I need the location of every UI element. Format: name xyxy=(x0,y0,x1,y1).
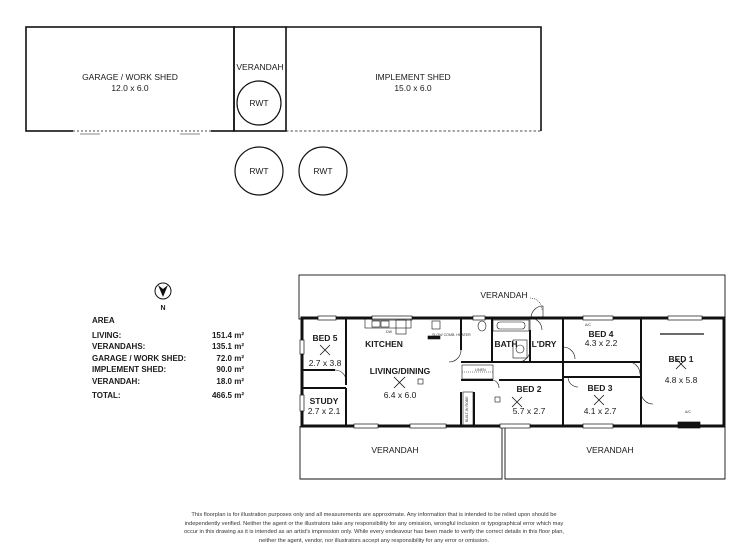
area-row xyxy=(92,353,244,365)
area-row xyxy=(92,364,244,376)
linen-label: LINEN xyxy=(475,368,486,372)
kitchen-fixtures xyxy=(365,319,440,339)
area-row-value: 90.0 m² xyxy=(216,365,244,375)
rwt-label: RWT xyxy=(313,166,333,176)
garage-name: GARAGE / WORK SHED xyxy=(82,72,178,82)
area-row xyxy=(92,341,244,353)
area-row-value: 135.1 m² xyxy=(211,342,244,352)
room-bed2-dims: 5.7 x 2.7 xyxy=(512,406,546,416)
area-row-label: VERANDAH: xyxy=(92,376,140,386)
house xyxy=(299,275,725,479)
area-row xyxy=(92,330,244,342)
area-row-value: 72.0 m² xyxy=(216,353,244,363)
room-bed1-dims: 4.8 x 5.8 xyxy=(664,375,698,385)
room-living-name: LIVING/DINING xyxy=(369,366,431,376)
verandah-top-label: VERANDAH xyxy=(480,290,528,300)
implement-shed-dims: 15.0 x 6.0 xyxy=(394,83,432,93)
implement-shed-name: IMPLEMENT SHED xyxy=(375,72,451,82)
room-bed1-name: BED 1 xyxy=(668,354,694,364)
area-total-row xyxy=(92,390,244,402)
smoke-detector-icon xyxy=(418,379,423,384)
verandah-bottom-right-label: VERANDAH xyxy=(586,445,634,455)
area-row-label: LIVING: xyxy=(92,330,122,340)
rwt-label: RWT xyxy=(249,98,269,108)
north-label: N xyxy=(160,305,166,312)
disclaimer-text: This floorplan is for illustration purposes only and all measurements are approximate. Any information that is intended to be relied upon should be independently verified. Neither the agent or the illustrators take any responsibility for any omission, wrongful inclusion or typographical error which may occur in this drawing as it is intended as an artist's impression only. While every endeavour has been made to verify the correct details in this floor plan, neither the agent, vendor, nor illustrators accept any responsibility for any error or omission. xyxy=(183,512,565,544)
north-arrow xyxy=(155,283,171,312)
area-schedule xyxy=(92,315,244,401)
room-ldry-name: L'DRY xyxy=(531,339,557,349)
dw-label: DW xyxy=(386,330,392,334)
room-bed4-dims: 4.3 x 2.2 xyxy=(584,338,618,348)
room-kitchen-name: KITCHEN xyxy=(365,339,403,349)
room-bed5-name: BED 5 xyxy=(312,333,338,343)
rwt-label: RWT xyxy=(249,166,269,176)
room-bed5-dims: 2.7 x 3.8 xyxy=(308,358,342,368)
area-row xyxy=(92,376,244,388)
verandah-small-name: VERANDAH xyxy=(236,62,284,72)
room-bed3-dims: 4.1 x 2.7 xyxy=(583,406,617,416)
area-heading: AREA xyxy=(92,316,115,325)
north-pointer-icon xyxy=(158,285,168,297)
room-bed4-name: BED 4 xyxy=(588,329,614,339)
area-row-label: GARAGE / WORK SHED: xyxy=(92,353,187,363)
room-bed3-name: BED 3 xyxy=(587,383,613,393)
verandah-bottom-left-label: VERANDAH xyxy=(371,445,419,455)
area-row-label: IMPLEMENT SHED: xyxy=(92,365,167,375)
heater-label: SLOW COMB. HEATER xyxy=(432,333,471,337)
room-bath-name: BATH xyxy=(494,339,518,349)
ac-label: A/C xyxy=(585,323,591,327)
area-total-value: 466.5 m² xyxy=(211,390,244,400)
garage-dims: 12.0 x 6.0 xyxy=(111,83,149,93)
robe-label: BUILT-IN ROBE xyxy=(465,396,469,422)
room-study-name: STUDY xyxy=(309,396,339,406)
smoke-detector-icon xyxy=(495,397,500,402)
room-living-dims: 6.4 x 6.0 xyxy=(383,390,417,400)
area-row-value: 151.4 m² xyxy=(211,330,244,340)
room-bed2-name: BED 2 xyxy=(516,384,542,394)
room-study-dims: 2.7 x 2.1 xyxy=(307,406,341,416)
area-row-value: 18.0 m² xyxy=(216,376,244,386)
area-total-label: TOTAL: xyxy=(92,390,121,400)
verandah-small-wall xyxy=(234,27,286,131)
area-row-label: VERANDAHS: xyxy=(92,342,146,352)
outbuildings xyxy=(26,27,541,195)
ac-label: A/C xyxy=(685,410,691,414)
